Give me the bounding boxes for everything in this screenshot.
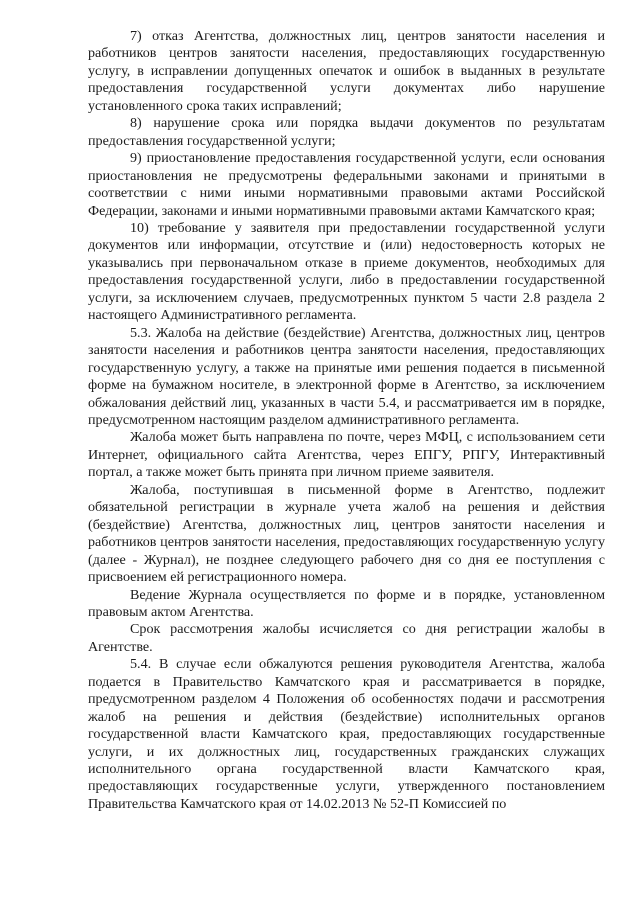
paragraph-journal: Ведение Журнала осуществляется по форме и в порядке, установленном правовым актом Агентства.	[88, 586, 605, 620]
paragraph-section-5-4: 5.4. В случае если обжалуются решения руководителя Агентства, жалоба подается в Правительство Камчатского края и рассматривается в порядке, предусмотренном разделом 4 Положения об особенностях подачи и рассмотрения жалоб на решения и действия (бездействие) исполнительных органов государственной власти Камчатского края, предоставляющих государственные услуги, и их должностных лиц, государственных гражданских служащих исполнительного органа государственной власти Камчатского края, предоставляющих государственные услуги, утвержденного постановлением Правительства Камчатского края от 14.02.2013 № 52-П Комиссией по	[88, 656, 605, 812]
paragraph-item-7: 7) отказ Агентства, должностных лиц, центров занятости населения и работников центров занятости населения, предоставляющих государственную услугу, в исправлении допущенных опечаток и ошибок в выданных в результате предоставления государственной услуги документах либо нарушение установленного срока таких исправлений;	[88, 28, 605, 114]
paragraph-section-5-3: 5.3. Жалоба на действие (бездействие) Агентства, должностных лиц, центров занятости населения и работников центра занятости населения, предоставляющих государственную услугу, а также на принятые ими решения подается в письменной форме на бумажном носителе, в электронной форме в Агентство, за исключением обжалования действий лиц, указанных в части 5.4, и рассматривается им в порядке, предусмотренном настоящим разделом административного регламента.	[88, 324, 605, 428]
paragraph-registration: Жалоба, поступившая в письменной форме в Агентство, подлежит обязательной регистрации в журнале учета жалоб на решения и действия (бездействие) Агентства, должностных лиц, центров занятости населения и работников центров занятости населения, предоставляющих государственную услугу (далее - Журнал), не позднее следующего рабочего дня со дня ее поступления с присвоением ей регистрационного номера.	[88, 481, 605, 586]
paragraph-item-10: 10) требование у заявителя при предоставлении государственной услуги документов или информации, отсутствие и (или) недостоверность которых не указывались при первоначальном отказе в приеме документов, необходимых для предоставления государственной услуги, либо в предоставлении государственной услуги, за исключением случаев, предусмотренных пунктом 5 части 2.8 раздела 2 настоящего Административного регламента.	[88, 219, 605, 324]
document-page	[88, 28, 605, 813]
paragraph-item-9: 9) приостановление предоставления государственной услуги, если основания приостановления не предусмотрены федеральными законами и принятыми в соответствии с ними иными нормативными правовыми актами Российской Федерации, законами и иными нормативными правовыми актами Камчатского края;	[88, 150, 605, 219]
paragraph-review-term: Срок рассмотрения жалобы исчисляется со дня регистрации жалобы в Агентстве.	[88, 621, 605, 655]
paragraph-submission-channels: Жалоба может быть направлена по почте, через МФЦ, с использованием сети Интернет, официального сайта Агентства, через ЕПГУ, РПГУ, Интерактивный портал, а также может быть принята при личном приеме заявителя.	[88, 429, 605, 481]
paragraph-item-8: 8) нарушение срока или порядка выдачи документов по результатам предоставления государственной услуги;	[88, 115, 605, 149]
